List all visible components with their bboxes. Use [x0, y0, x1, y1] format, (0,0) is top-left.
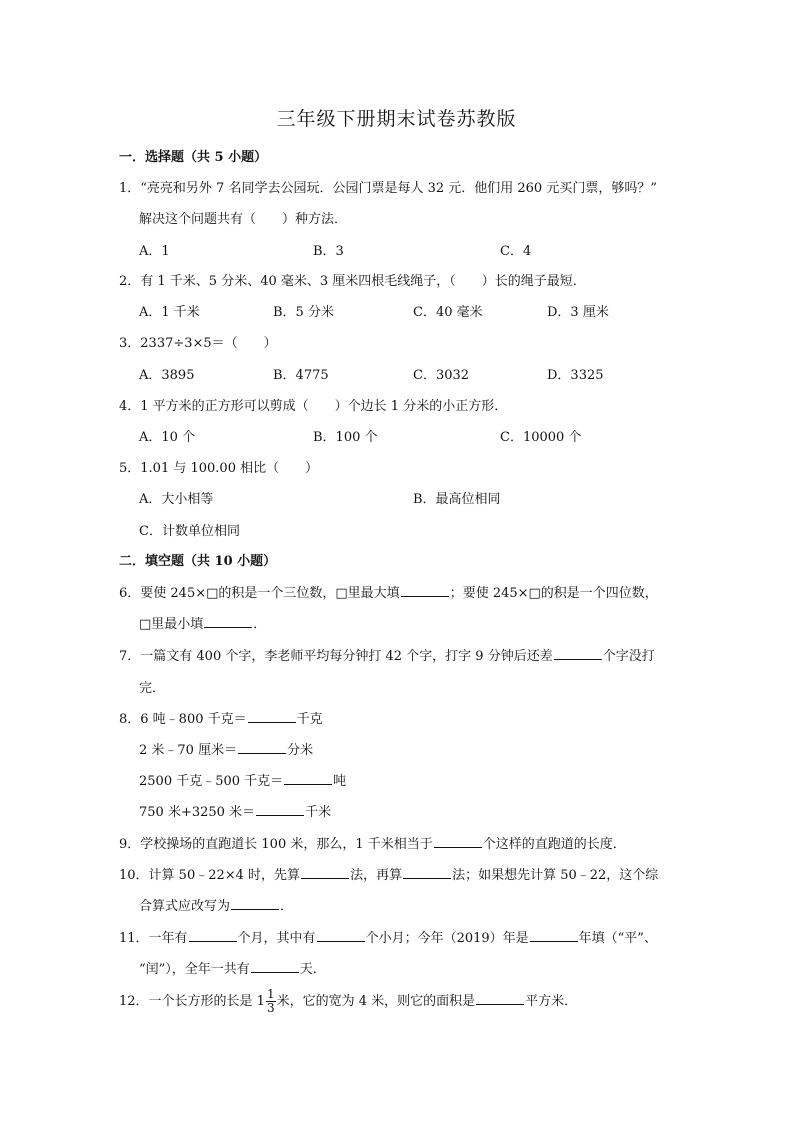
question-10-text-c: 法；如果想先计算 50﹣22，这个综 — [452, 868, 659, 883]
question-3-option-d[interactable]: D．3325 — [547, 368, 604, 383]
question-9-text-b: 个这样的直跑道的长度． — [482, 837, 626, 852]
question-11-text-f: 天． — [299, 962, 326, 977]
question-9-line — [119, 833, 626, 852]
question-8-l4-unit: 千米 — [305, 805, 332, 820]
answer-blank[interactable] — [403, 864, 451, 879]
question-6-line-2 — [139, 613, 266, 632]
mixed-fraction — [266, 988, 276, 1015]
question-8-l4-text: 750 米+3250 米＝ — [139, 805, 256, 820]
question-2-option-c[interactable]: C．40 毫米 — [413, 305, 483, 320]
question-5-option-c[interactable]: C．计数单位相同 — [139, 524, 240, 539]
question-3-option-b[interactable]: B．4775 — [273, 368, 329, 383]
answer-blank[interactable] — [317, 927, 365, 942]
section-heading-choice: 一．选择题（共 5 小题） — [119, 150, 268, 165]
question-8-line-2 — [139, 739, 313, 758]
question-8-l3-text: 2500 千克﹣500 千克＝ — [139, 774, 284, 789]
answer-blank[interactable] — [189, 927, 237, 942]
question-10-text-e: ． — [280, 899, 294, 914]
question-10-text-a: 10．计算 50﹣22×4 时，先算 — [119, 868, 301, 883]
question-4-option-b[interactable]: B．100 个 — [313, 430, 378, 445]
question-8-line-1 — [119, 708, 323, 727]
question-7-line-2: 完． — [139, 681, 166, 696]
question-6-text-b: ；要使 245×□的积是一个四位数， — [449, 586, 658, 601]
answer-blank[interactable] — [248, 708, 296, 723]
question-8-line-3 — [139, 770, 346, 789]
fraction-denominator: 3 — [266, 1001, 275, 1015]
answer-blank[interactable] — [256, 801, 304, 816]
question-4-text: 4．1 平方米的正方形可以剪成（ ）个边长 1 分米的小正方形． — [119, 399, 508, 414]
question-11-line-2 — [139, 958, 326, 977]
question-9-text-a: 9．学校操场的直跑道长 100 米，那么，1 千米相当于 — [119, 837, 433, 852]
question-1-option-c[interactable]: C．4 — [500, 244, 532, 259]
question-2-text: 2．有 1 千米、5 分米、40 毫米、3 厘米四根毛线绳子，（ ）长的绳子最短． — [119, 274, 586, 289]
question-3-option-a[interactable]: A．3895 — [139, 368, 195, 383]
question-11-line-1 — [119, 927, 657, 946]
question-7-text-b: 个字没打 — [602, 649, 655, 664]
answer-blank[interactable] — [476, 990, 524, 1005]
question-7-line-1 — [119, 645, 655, 664]
question-8-l2-unit: 分米 — [287, 743, 314, 758]
question-11-text-a: 11．一年有 — [119, 931, 188, 946]
question-8-l1-unit: 千克 — [296, 712, 323, 727]
question-11-text-b: 个月，其中有 — [237, 931, 316, 946]
question-5-text: 5．1.01 与 100.00 相比（ ） — [119, 461, 319, 476]
question-10-text-d: 合算式应改写为 — [139, 899, 231, 914]
question-6-text-d: ． — [253, 617, 267, 632]
question-12-text-b: 米，它的宽为 4 米，则它的面积是 — [276, 994, 476, 1009]
question-12-text-a: 12．一个长方形的长是 1 — [119, 994, 265, 1009]
question-11-text-e: “闰”），全年一共有 — [139, 962, 250, 977]
question-8-line-4 — [139, 801, 331, 820]
question-6-text-c: □里最小填 — [139, 617, 204, 632]
question-12-line — [119, 988, 577, 1015]
question-4-option-c[interactable]: C．10000 个 — [500, 430, 582, 445]
section-heading-fill: 二．填空题（共 10 小题） — [119, 554, 277, 569]
question-10-line-1 — [119, 864, 658, 883]
question-5-option-a[interactable]: A．大小相等 — [139, 492, 214, 507]
answer-blank[interactable] — [238, 739, 286, 754]
answer-blank[interactable] — [204, 613, 252, 628]
answer-blank[interactable] — [401, 582, 449, 597]
question-11-text-d: 年填（“平”、 — [578, 931, 657, 946]
answer-blank[interactable] — [434, 833, 482, 848]
answer-blank[interactable] — [231, 895, 279, 910]
question-4-option-a[interactable]: A．10 个 — [139, 430, 196, 445]
question-8-l2-text: 2 米﹣70 厘米＝ — [139, 743, 238, 758]
question-2-option-d[interactable]: D．3 厘米 — [547, 305, 609, 320]
question-11-text-c: 个小月；今年（2019）年是 — [365, 931, 529, 946]
answer-blank[interactable] — [301, 864, 349, 879]
page-title: 三年级下册期末试卷苏教版 — [276, 108, 517, 130]
question-1-text: 1．“亮亮和另外 7 名同学去公园玩．公园门票是每人 32 元．他们用 260 元买门票，够吗？” — [119, 181, 657, 196]
question-6-text-a: 6．要使 245×□的积是一个三位数，□里最大填 — [119, 586, 400, 601]
answer-blank[interactable] — [554, 645, 602, 660]
answer-blank[interactable] — [530, 927, 578, 942]
answer-blank[interactable] — [284, 770, 332, 785]
question-6-line-1 — [119, 582, 658, 601]
question-8-l3-unit: 吨 — [333, 774, 347, 789]
question-1-option-b[interactable]: B．3 — [313, 244, 344, 259]
question-2-option-a[interactable]: A．1 千米 — [139, 305, 200, 320]
fraction-numerator: 1 — [266, 987, 275, 1001]
question-10-line-2 — [139, 895, 293, 914]
question-8-l1-text: 8．6 吨﹣800 千克＝ — [119, 712, 247, 727]
question-10-text-b: 法，再算 — [350, 868, 403, 883]
question-1-option-a[interactable]: A．1 — [139, 244, 170, 259]
question-3-option-c[interactable]: C．3032 — [413, 368, 470, 383]
question-5-option-b[interactable]: B．最高位相同 — [413, 492, 501, 507]
question-2-option-b[interactable]: B．5 分米 — [273, 305, 334, 320]
question-12-text-c: 平方米． — [525, 994, 578, 1009]
question-1-continued: 解决这个问题共有（ ）种方法． — [139, 212, 348, 227]
question-7-text-a: 7．一篇文有 400 个字，李老师平均每分钟打 42 个字，打字 9 分钟后还差 — [119, 649, 553, 664]
question-3-text: 3．2337÷3×5＝（ ） — [119, 336, 277, 351]
answer-blank[interactable] — [251, 958, 299, 973]
